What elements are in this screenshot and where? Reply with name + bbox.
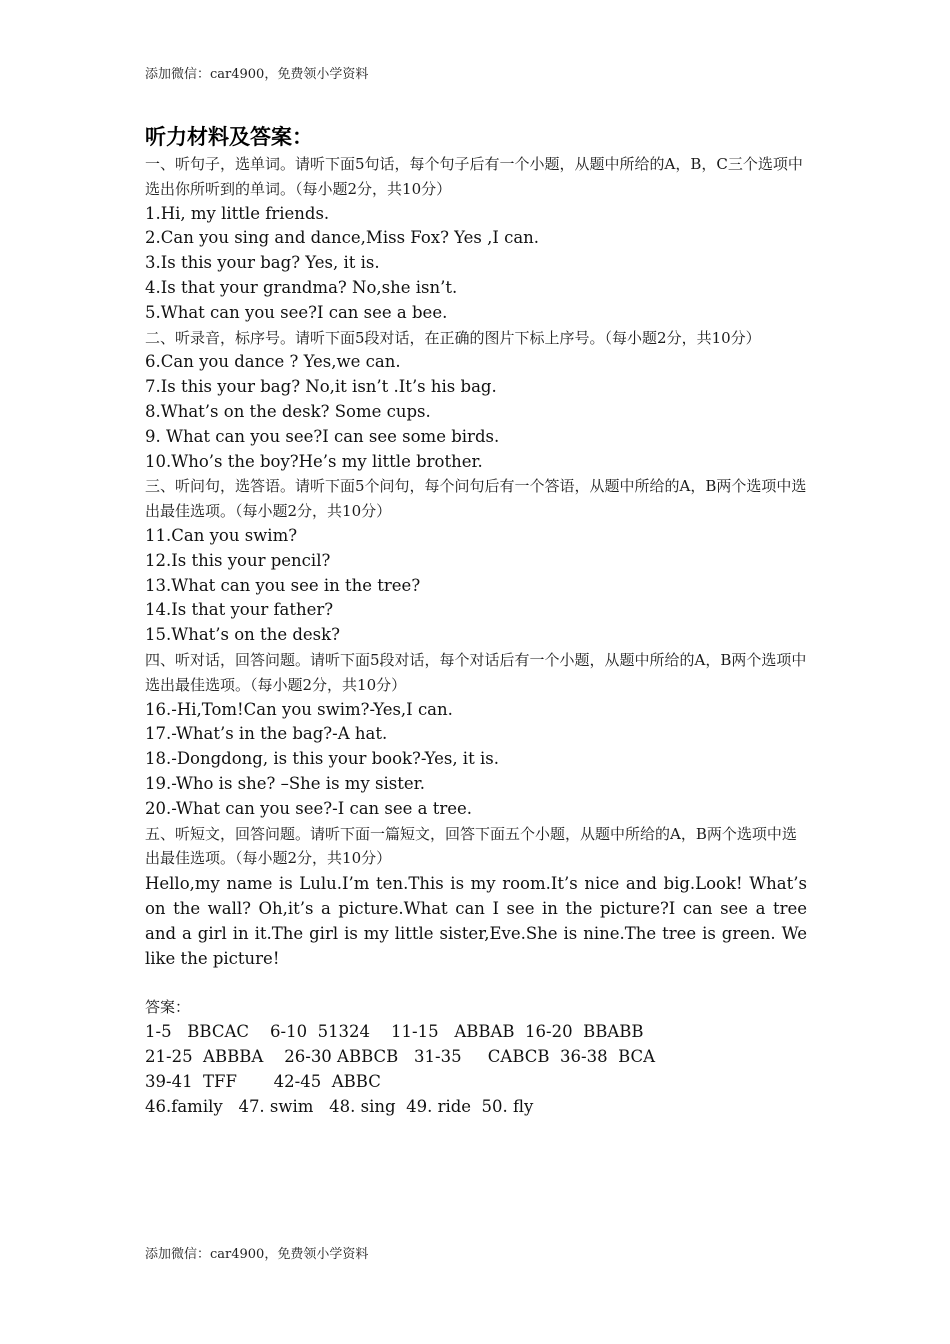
question-line: 10.Who’s the boy?He’s my little brother. <box>145 451 483 471</box>
question-line: 20.-What can you see?-I can see a tree. <box>145 798 473 818</box>
question-line: 12.Is this your pencil? <box>145 550 331 570</box>
answer-line: 46.family 47. swim 48. sing 49. ride 50. fly <box>145 1096 534 1116</box>
question-line: 16.-Hi,Tom!Can you swim?-Yes,I can. <box>145 699 453 719</box>
question-line: 13.What can you see in the tree? <box>145 575 421 595</box>
section-spacer <box>145 971 807 995</box>
section-5-instruction: 五、听短文，回答问题。请听下面一篇短文，回答下面五个小题，从题中所给的A，B两个选项中选出最佳选项。（每小题2分，共10分） <box>145 824 797 868</box>
question-line: 9. What can you see?I can see some birds. <box>145 426 500 446</box>
question-line: 17.-What’s in the bag?-A hat. <box>145 724 388 744</box>
question-line: 5.What can you see?I can see a bee. <box>145 302 448 322</box>
section-3-instruction: 三、听问句，选答语。请听下面5个问句，每个问句后有一个答语，从题中所给的A，B两个选项中选出最佳选项。（每小题2分，共10分） <box>145 477 807 521</box>
question-line: 6.Can you dance ? Yes,we can. <box>145 352 401 372</box>
question-line: 14.Is that your father? <box>145 600 334 620</box>
question-line: 15.What’s on the desk? <box>145 625 340 645</box>
section-4-instruction: 四、听对话，回答问题。请听下面5段对话，每个对话后有一个小题，从题中所给的A，B两个选项中选出最佳选项。（每小题2分，共10分） <box>145 650 807 694</box>
listening-passage: Hello,my name is Lulu.I’m ten.This is my room.It’s nice and big.Look! What’s on the wall? Oh,it’s a picture.What can I see in the picture?I can see a tree and a girl in it.The girl is my little sister,Eve.She is nine.The tree is green. We like the picture! <box>145 874 807 969</box>
question-line: 11.Can you swim? <box>145 525 298 545</box>
page-title: 听力材料及答案： <box>145 124 313 149</box>
answer-line: 21-25 ABBBA 26-30 ABBCB 31-35 CABCB 36-38 BCA <box>145 1046 656 1066</box>
question-line: 19.-Who is she? –She is my sister. <box>145 773 425 793</box>
question-line: 1.Hi, my little friends. <box>145 203 330 223</box>
question-line: 2.Can you sing and dance,Miss Fox? Yes ,I can. <box>145 228 540 248</box>
question-line: 7.Is this your bag? No,it isn’t .It’s his bag. <box>145 377 497 397</box>
document-body <box>145 122 807 1119</box>
section-2-instruction: 二、听录音，标序号。请听下面5段对话，在正确的图片下标上序号。（每小题2分，共10分） <box>145 328 761 347</box>
question-line: 18.-Dongdong, is this your book?-Yes, it is. <box>145 749 499 769</box>
footer-watermark-note: 添加微信：car4900，免费领小学资料 <box>145 1247 369 1262</box>
answer-line: 1-5 BBCAC 6-10 51324 11-15 ABBAB 16-20 BBABB <box>145 1022 644 1042</box>
header-watermark-note: 添加微信：car4900，免费领小学资料 <box>145 67 369 82</box>
question-line: 8.What’s on the desk? Some cups. <box>145 401 431 421</box>
section-1-instruction: 一、听句子，选单词。请听下面5句话，每个句子后有一个小题，从题中所给的A，B，C三个选项中选出你所听到的单词。（每小题2分，共10分） <box>145 155 803 198</box>
question-line: 3.Is this your bag? Yes, it is. <box>145 253 380 273</box>
answers-label: 答案： <box>145 998 191 1017</box>
answer-line: 39-41 TFF 42-45 ABBC <box>145 1071 381 1091</box>
question-line: 4.Is that your grandma? No,she isn’t. <box>145 277 458 297</box>
